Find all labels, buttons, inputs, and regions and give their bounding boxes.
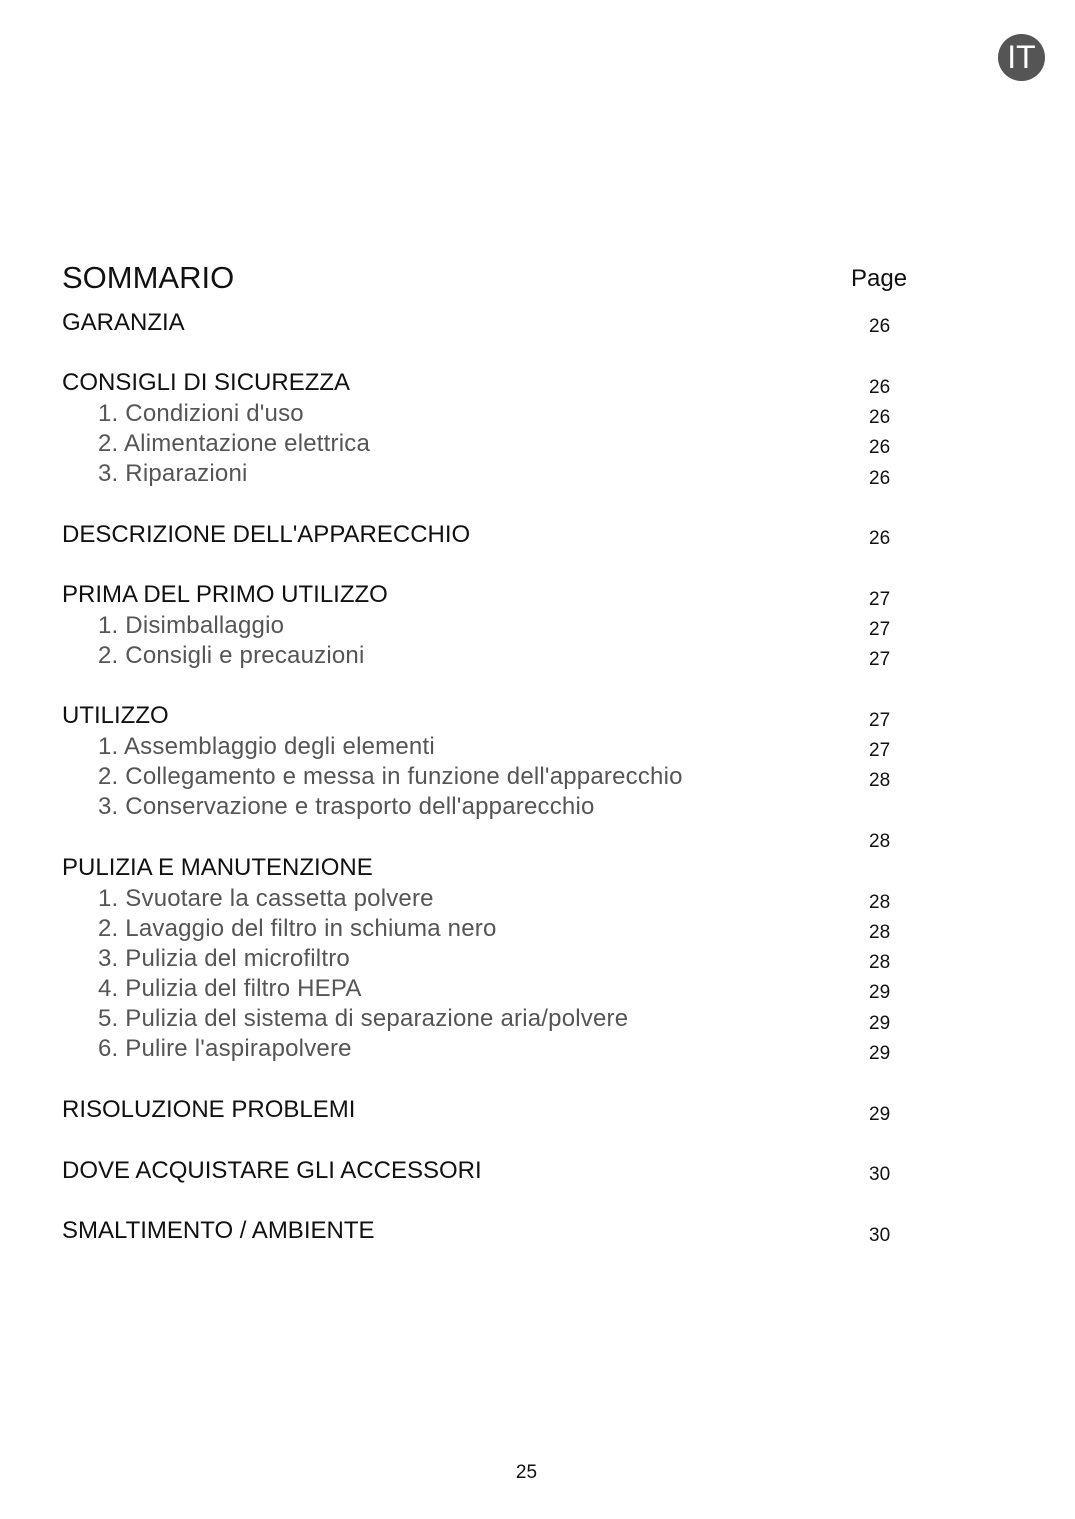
toc-page-number: 28: [869, 831, 891, 852]
toc-page-number: 28: [869, 952, 891, 973]
toc-section-pulizia[interactable]: PULIZIA E MANUTENZIONE: [62, 854, 373, 881]
toc-section-smaltimento[interactable]: SMALTIMENTO / AMBIENTE: [62, 1217, 375, 1244]
toc-subitem-riparazioni[interactable]: 3. Riparazioni: [98, 460, 248, 487]
toc-page-number: 30: [869, 1225, 891, 1246]
toc-subitem-microfiltro[interactable]: 3. Pulizia del microfiltro: [98, 945, 350, 972]
toc-section-prima-utilizzo[interactable]: PRIMA DEL PRIMO UTILIZZO: [62, 581, 388, 608]
language-badge: IT: [998, 34, 1045, 81]
toc-subitem-pulire-aspirapolvere[interactable]: 6. Pulire l'aspirapolvere: [98, 1035, 352, 1062]
toc-page-number: 27: [869, 589, 891, 610]
page-title: SOMMARIO: [62, 260, 235, 295]
toc-section-consigli-sicurezza[interactable]: CONSIGLI DI SICUREZZA: [62, 369, 351, 396]
toc-section-risoluzione[interactable]: RISOLUZIONE PROBLEMI: [62, 1096, 356, 1123]
toc-page-number: 28: [869, 922, 891, 943]
toc-page-number: 26: [869, 407, 891, 428]
toc-page-number: 29: [869, 1043, 891, 1064]
footer-page-number: 25: [515, 1462, 538, 1483]
toc-section-utilizzo[interactable]: UTILIZZO: [62, 702, 169, 729]
toc-subitem-condizioni-uso[interactable]: 1. Condizioni d'uso: [98, 400, 304, 427]
toc-subitem-consigli-precauzioni[interactable]: 2. Consigli e precauzioni: [98, 642, 365, 669]
toc-page-number: 26: [869, 377, 891, 398]
toc-subitem-alimentazione[interactable]: 2. Alimentazione elettrica: [98, 430, 371, 457]
toc-page-number: 27: [869, 740, 891, 761]
toc-subitem-lavaggio-filtro[interactable]: 2. Lavaggio del filtro in schiuma nero: [98, 915, 497, 942]
toc-subitem-collegamento[interactable]: 2. Collegamento e messa in funzione dell'apparecchio: [98, 763, 683, 790]
toc-section-garanzia[interactable]: GARANZIA: [62, 309, 185, 336]
toc-page-number: 26: [869, 316, 891, 337]
toc-page-number: 29: [869, 982, 891, 1003]
toc-page-number: 26: [869, 528, 891, 549]
toc-section-descrizione[interactable]: DESCRIZIONE DELL'APPARECCHIO: [62, 521, 471, 548]
toc-subitem-disimballaggio[interactable]: 1. Disimballaggio: [98, 612, 285, 639]
toc-page-number: 30: [869, 1164, 891, 1185]
toc-page-number: 28: [869, 770, 891, 791]
toc-subitem-separazione[interactable]: 5. Pulizia del sistema di separazione aria/polvere: [98, 1005, 629, 1032]
toc-section-dove-acquistare[interactable]: DOVE ACQUISTARE GLI ACCESSORI: [62, 1157, 482, 1184]
toc-subitem-filtro-hepa[interactable]: 4. Pulizia del filtro HEPA: [98, 975, 362, 1002]
toc-page-number: 27: [869, 619, 891, 640]
toc-subitem-assemblaggio[interactable]: 1. Assemblaggio degli elementi: [98, 733, 435, 760]
toc-page-number: 29: [869, 1013, 891, 1034]
toc-page-number: 26: [869, 437, 891, 458]
toc-page-number: 27: [869, 649, 891, 670]
toc-subitem-conservazione[interactable]: 3. Conservazione e trasporto dell'apparecchio: [98, 793, 595, 820]
toc-page-number: 26: [869, 468, 891, 489]
toc-page-number: 28: [869, 892, 891, 913]
page-column-label: Page: [851, 265, 908, 292]
toc-page-number: 29: [869, 1104, 891, 1125]
toc-subitem-svuotare-cassetta[interactable]: 1. Svuotare la cassetta polvere: [98, 885, 434, 912]
toc-page-number: 27: [869, 710, 891, 731]
